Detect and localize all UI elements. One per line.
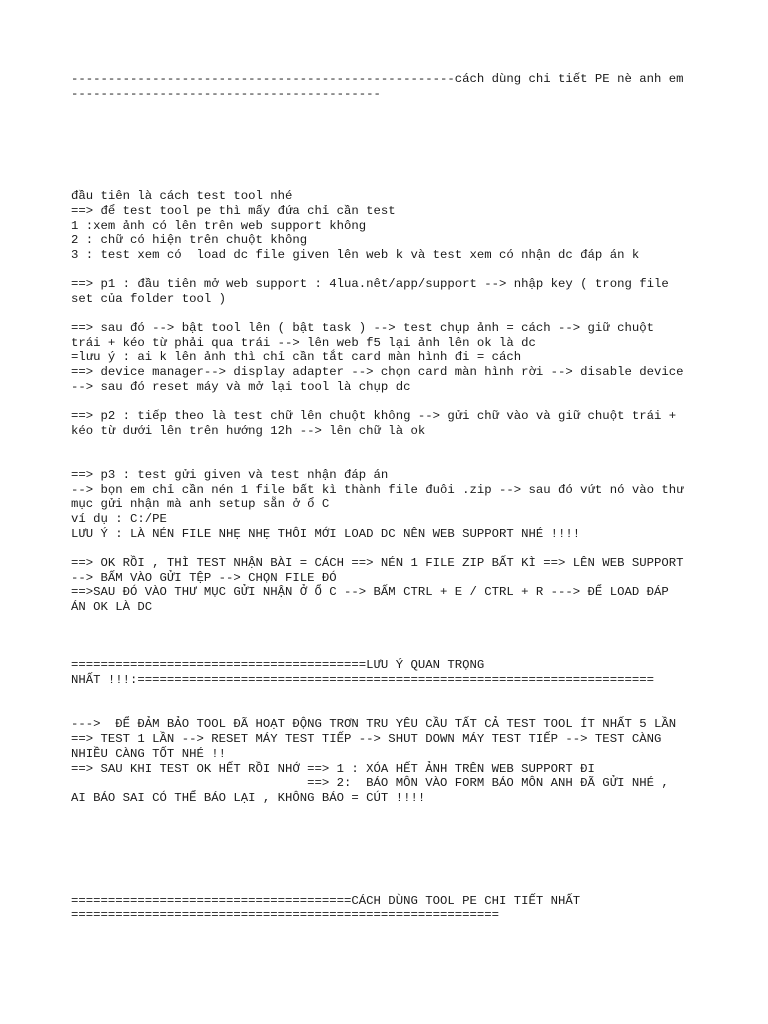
doc-line: đầu tiên là cách test tool nhé	[71, 189, 293, 203]
doc-line-section-heading: ======================================CÁCH DÙNG TOOL PE CHI TIẾT NHẤT	[71, 894, 581, 908]
doc-line: ==> sau đó --> bật tool lên ( bật task ) --> test chụp ảnh = cách --> giữ chuột	[71, 321, 654, 335]
doc-line: ---> ĐỂ ĐẢM BẢO TOOL ĐÃ HOẠT ĐỘNG TRƠN TRU YÊU CẦU TẤT CẢ TEST TOOL ÍT NHẤT 5 LẦN	[71, 717, 677, 731]
doc-line: ==>SAU ĐÓ VÀO THƯ MỤC GỬI NHẬN Ở Ổ C --> BẤM CTRL + E / CTRL + R ---> ĐỂ LOAD ĐÁP	[71, 585, 669, 599]
doc-line: AI BÁO SAI CÓ THỂ BÁO LẠI , KHÔNG BÁO = CÚT !!!!	[71, 791, 426, 805]
doc-line: --> BẤM VÀO GỬI TỆP --> CHỌN FILE ĐÓ	[71, 571, 337, 585]
doc-line: ÁN OK LÀ DC	[71, 600, 153, 614]
doc-line: 1 :xem ảnh có lên trên web support không	[71, 219, 367, 233]
doc-line: set của folder tool )	[71, 292, 226, 306]
doc-line: ==> p2 : tiếp theo là test chữ lên chuột không --> gửi chữ vào và giữ chuột trái +	[71, 409, 677, 423]
doc-line: =lưu ý : ai k lên ảnh thì chỉ cần tắt card màn hình đi = cách	[71, 350, 522, 364]
doc-line: trái + kéo từ phải qua trái --> lên web f5 lại ảnh lên ok là dc	[71, 336, 536, 350]
doc-line: ==> p3 : test gửi given và test nhận đáp án	[71, 468, 389, 482]
doc-line: 3 : test xem có load dc file given lên web k và test xem có nhận dc đáp án k	[71, 248, 640, 262]
doc-line: mục gửi nhận mà anh setup sẵn ở ổ C	[71, 497, 330, 511]
doc-line: ==> để test tool pe thì mấy đứa chỉ cần test	[71, 204, 396, 218]
doc-line: ==> TEST 1 LẦN --> RESET MÁY TEST TIẾP --> SHUT DOWN MÁY TEST TIẾP --> TEST CÀNG	[71, 732, 662, 746]
doc-line: ==> device manager--> display adapter --> chọn card màn hình rời --> disable device	[71, 365, 684, 379]
doc-line-title-rule: ------------------------------------------	[71, 87, 381, 101]
doc-line-important-heading: ========================================LƯU Ý QUAN TRỌNG	[71, 658, 485, 672]
doc-line: --> sau đó reset máy và mở lại tool là chụp dc	[71, 380, 411, 394]
doc-line-important-heading: NHẤT !!!:======================================================================	[71, 673, 654, 687]
doc-line: LƯU Ý : LÀ NÉN FILE NHẸ NHẸ THÔI MỚI LOAD DC NÊN WEB SUPPORT NHÉ !!!!	[71, 527, 581, 541]
doc-line: ==> 2: BÁO MÔN VÀO FORM BÁO MÔN ANH ĐÃ GỬI NHÉ ,	[71, 776, 669, 790]
document-page	[71, 0, 711, 1024]
doc-line: kéo từ dưới lên trên hướng 12h --> lên chữ là ok	[71, 424, 426, 438]
doc-line: NHIỀU CÀNG TỐT NHÉ !!	[71, 747, 226, 761]
doc-line: --> bọn em chỉ cần nén 1 file bất kì thành file đuôi .zip --> sau đó vứt nó vào thư	[71, 483, 684, 497]
doc-line-section-rule: ==========================================================	[71, 908, 500, 922]
doc-line: 2 : chữ có hiện trên chuột không	[71, 233, 308, 247]
doc-line: ==> OK RỒI , THÌ TEST NHẬN BÀI = CÁCH ==> NÉN 1 FILE ZIP BẤT KÌ ==> LÊN WEB SUPPORT	[71, 556, 684, 570]
doc-line: ==> SAU KHI TEST OK HẾT RỒI NHỚ ==> 1 : XÓA HẾT ẢNH TRÊN WEB SUPPORT ĐI	[71, 762, 595, 776]
doc-line: ==> p1 : đầu tiên mở web support : 4lua.nêt/app/support --> nhập key ( trong file	[71, 277, 669, 291]
doc-line-title: ----------------------------------------------------cách dùng chi tiết PE nè anh em	[71, 72, 684, 86]
doc-line: ví dụ : C:/PE	[71, 512, 167, 526]
